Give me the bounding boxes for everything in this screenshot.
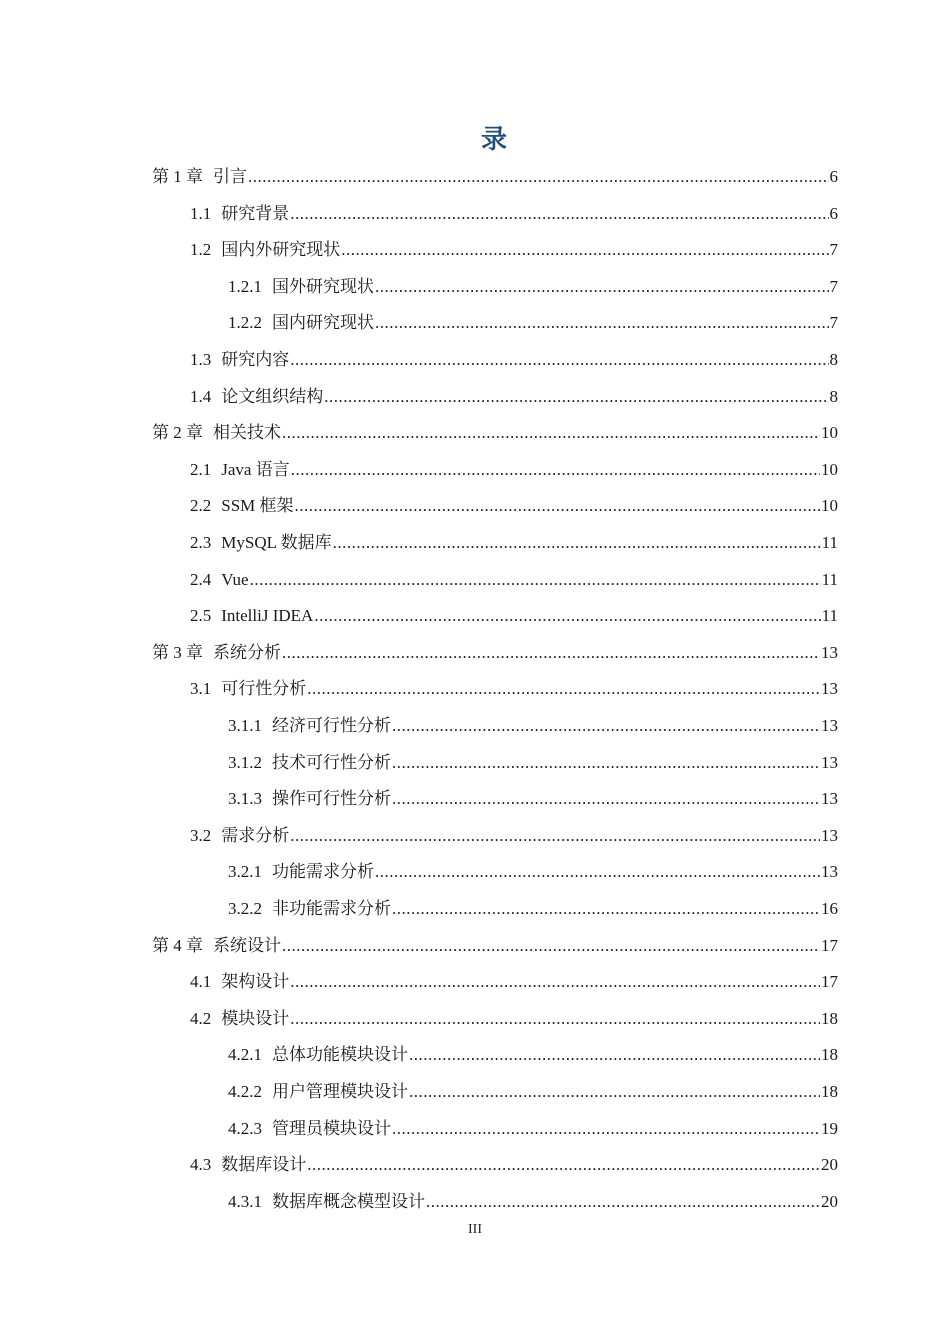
toc-entry-label: 数据库概念模型设计 [272, 1191, 425, 1211]
toc-entry[interactable] [228, 1114, 838, 1144]
toc-entry-label: 用户管理模块设计 [272, 1082, 408, 1101]
toc-entry-label: 相关技术 [213, 423, 281, 443]
toc-entry-page: 6 [829, 167, 838, 186]
toc-entry-label: 国内研究现状 [272, 313, 374, 333]
toc-entry-number: 1.3 [190, 350, 212, 369]
toc-entry-page: 16 [821, 899, 838, 918]
toc-leader-dots [392, 784, 820, 814]
toc-entry-number: 4.3 [190, 1155, 212, 1175]
toc-entry-page: 6 [829, 203, 838, 223]
toc-entry-page: 13 [821, 752, 838, 772]
toc-entry-label: 系统分析 [213, 642, 281, 662]
toc-entry[interactable] [228, 1187, 838, 1217]
toc-entry-number: 第 4 章 [152, 935, 203, 955]
toc-entry[interactable] [228, 1040, 838, 1070]
toc-entry-number: 3.2.2 [228, 899, 262, 918]
toc-entry[interactable] [190, 455, 838, 485]
toc-entry-page: 17 [821, 972, 838, 992]
toc-entry[interactable] [190, 1004, 838, 1034]
toc-leader-dots [290, 821, 820, 851]
toc-entry-label: 非功能需求分析 [272, 899, 391, 918]
toc-entry-number: 4.2.2 [228, 1082, 262, 1101]
toc-leader-dots [307, 674, 820, 704]
toc-leader-dots [295, 491, 820, 521]
toc-entry[interactable] [152, 418, 838, 448]
toc-entry[interactable] [228, 894, 838, 924]
toc-entry-number: 4.2.1 [228, 1045, 262, 1065]
toc-entry-number: 4.2 [190, 1008, 212, 1028]
toc-entry-label: 论文组织结构 [221, 386, 324, 406]
toc-entry-page: 18 [821, 1082, 838, 1101]
toc-entry-number: 2.5 [190, 606, 212, 626]
toc-entry-label: 模块设计 [221, 1008, 290, 1028]
toc-entry-number: 第 1 章 [152, 167, 203, 186]
toc-entry-page: 8 [829, 350, 838, 369]
toc-entry[interactable] [228, 857, 838, 887]
toc-title: 录 [480, 125, 509, 155]
toc-leader-dots [375, 272, 829, 302]
toc-entry-label: MySQL 数据库 [221, 533, 332, 552]
toc-entry-page: 19 [821, 1118, 838, 1138]
toc-entry-page: 10 [821, 496, 838, 516]
toc-entry[interactable] [228, 308, 838, 338]
toc-entry-label: Vue [221, 569, 249, 589]
toc-leader-dots [392, 1114, 820, 1144]
toc-entry[interactable] [190, 345, 838, 375]
toc-entry-page: 20 [821, 1155, 838, 1175]
toc-entry-number: 3.1 [190, 679, 212, 699]
toc-entry-page: 13 [821, 862, 838, 882]
toc-entry-number: 4.2.3 [228, 1118, 262, 1138]
toc-entry-label: SSM 框架 [221, 496, 294, 516]
toc-entry-label: 国内外研究现状 [221, 240, 341, 260]
toc-leader-dots [307, 1150, 820, 1180]
toc-entry[interactable] [190, 199, 838, 229]
toc-entry-label: 国外研究现状 [272, 276, 374, 296]
toc-entry-number: 3.1.2 [228, 752, 262, 772]
toc-leader-dots [392, 748, 820, 778]
toc-leader-dots [341, 235, 828, 265]
toc-leader-dots [282, 418, 820, 448]
toc-leader-dots [375, 308, 829, 338]
toc-entry-number: 3.2.1 [228, 862, 262, 882]
toc-entry[interactable] [190, 382, 838, 412]
toc-entry-page: 18 [821, 1008, 838, 1028]
toc-leader-dots [282, 931, 820, 961]
toc-entry-page: 7 [829, 240, 838, 260]
toc-entry-number: 2.1 [190, 459, 212, 479]
toc-entry-page: 20 [821, 1191, 838, 1211]
toc-leader-dots [375, 857, 820, 887]
toc-leader-dots [392, 711, 820, 741]
toc-entry-number: 4.1 [190, 972, 212, 992]
toc-entry[interactable] [228, 711, 838, 741]
toc-leader-dots [324, 382, 828, 412]
toc-entry-label: 总体功能模块设计 [272, 1045, 408, 1065]
toc-entry-page: 13 [821, 642, 838, 662]
toc-entry-number: 第 3 章 [152, 642, 203, 662]
toc-entry-page: 8 [829, 386, 838, 406]
toc-entry[interactable] [190, 491, 838, 521]
toc-entry-label: 可行性分析 [221, 679, 307, 699]
toc-entry-page: 13 [821, 825, 838, 845]
toc-entry[interactable] [228, 1077, 838, 1107]
toc-entry-number: 3.2 [190, 825, 212, 845]
toc-entry-page: 10 [821, 423, 838, 443]
toc-leader-dots [290, 967, 820, 997]
page-number: III [468, 1222, 482, 1237]
toc-entry-number: 第 2 章 [152, 423, 203, 443]
toc-entry-number: 1.4 [190, 386, 212, 406]
toc-entry[interactable] [190, 601, 838, 631]
toc-entry[interactable] [190, 528, 838, 558]
toc-leader-dots [409, 1040, 820, 1070]
toc-leader-dots [314, 601, 820, 631]
toc-entry[interactable] [190, 235, 838, 265]
toc-entry-number: 2.2 [190, 496, 212, 516]
toc-entry[interactable] [152, 638, 838, 668]
toc-leader-dots [409, 1077, 820, 1107]
toc-entry-label: 需求分析 [221, 825, 290, 845]
toc-entry-page: 7 [829, 276, 838, 296]
toc-entry-number: 1.2.1 [228, 276, 262, 296]
toc-entry-number: 1.1 [190, 203, 212, 223]
toc-entry[interactable] [190, 565, 838, 595]
toc-entry-label: 经济可行性分析 [272, 716, 391, 735]
toc-entry[interactable] [190, 967, 838, 997]
toc-entry-number: 2.3 [190, 533, 212, 552]
toc-leader-dots [250, 565, 821, 595]
toc-entry-page: 17 [821, 935, 838, 955]
toc-leader-dots [290, 345, 828, 375]
toc-entry-label: 引言 [213, 167, 247, 186]
toc-entry-number: 1.2 [190, 240, 212, 260]
toc-entry-label: 研究背景 [221, 203, 290, 223]
toc-entry[interactable] [152, 931, 838, 961]
toc-entry-number: 4.3.1 [228, 1191, 262, 1211]
toc-leader-dots [290, 1004, 820, 1034]
toc-leader-dots [282, 638, 820, 668]
toc-leader-dots [248, 162, 829, 192]
toc-entry-page: 7 [829, 313, 838, 333]
toc-entry-number: 3.1.1 [228, 716, 262, 735]
toc-entry[interactable] [190, 674, 838, 704]
toc-entry-page: 13 [821, 716, 838, 735]
toc-entry[interactable] [228, 272, 838, 302]
toc-entry-label: 技术可行性分析 [272, 752, 391, 772]
toc-entry[interactable] [190, 821, 838, 851]
toc-entry-page: 10 [821, 459, 838, 479]
toc-entry-number: 1.2.2 [228, 313, 262, 333]
toc-entry-label: Java 语言 [221, 459, 290, 479]
toc-entry-label: 数据库设计 [221, 1155, 307, 1175]
toc-entry-label: 研究内容 [221, 350, 290, 369]
toc-entry-number: 2.4 [190, 569, 212, 589]
toc-entry-page: 11 [821, 569, 838, 589]
toc-entry-label: 管理员模块设计 [272, 1118, 391, 1138]
toc-entry-page: 13 [821, 679, 838, 699]
toc-entry[interactable] [228, 748, 838, 778]
toc-entry-label: 架构设计 [221, 972, 290, 992]
toc-entry-page: 11 [821, 606, 838, 626]
toc-leader-dots [426, 1187, 820, 1217]
toc-entry-page: 18 [821, 1045, 838, 1065]
toc-leader-dots [291, 455, 820, 485]
toc-entry-label: 系统设计 [213, 935, 281, 955]
toc-leader-dots [290, 199, 828, 229]
toc-entry-label: 功能需求分析 [272, 862, 374, 882]
toc-entry-label: 操作可行性分析 [272, 789, 391, 809]
toc-entry[interactable] [190, 1150, 838, 1180]
toc-entry-page: 13 [821, 789, 838, 809]
toc-entry-number: 3.1.3 [228, 789, 262, 809]
toc-entry-label: IntelliJ IDEA [221, 606, 314, 626]
toc-entry[interactable] [228, 784, 838, 814]
toc-leader-dots [392, 894, 820, 924]
toc-leader-dots [333, 528, 821, 558]
toc-entry[interactable] [152, 162, 838, 192]
toc-entry-page: 11 [821, 533, 838, 552]
